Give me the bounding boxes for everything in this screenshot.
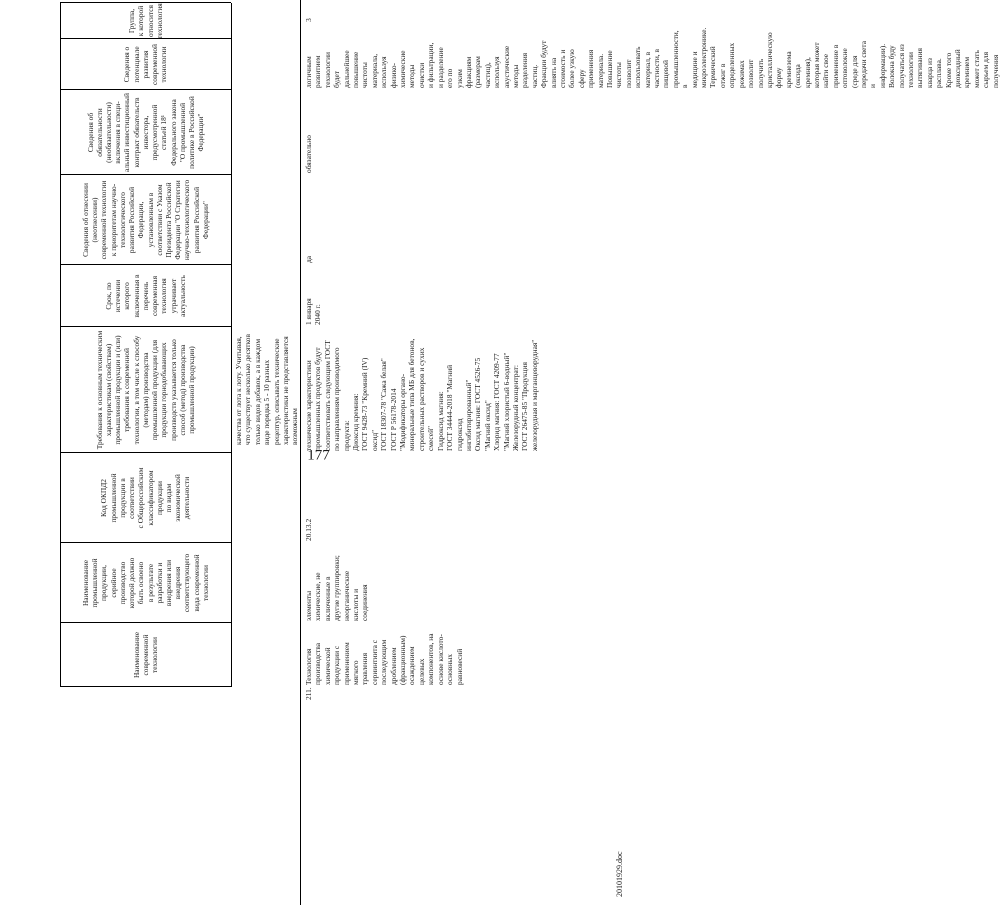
page-number: 177 bbox=[307, 447, 330, 464]
header-okpd-code: Код ОКПД2 промышленной продукции в соответствии с Общероссийским классификатором продукции по видам экономической деятельности bbox=[99, 467, 192, 529]
header-term: Срок, по истечении которого включенная в перечень современная технология утрачивает актуальность bbox=[104, 274, 187, 318]
header-bottom-border bbox=[231, 3, 232, 687]
cell-development-potential: логичным развитием технологии будет дальнейшее повышение чистоты материала, используя физико-химические методы очистки и фильтрации, и разделение его по узким фракциям (размерам частиц), используя акустические методы разделения частиц. Фракции будут влиять на стоимость и более узкую сферу применения материала. Повышение чистоты позволит использовать материал, в частности, в пищевой промышленности, в медицине и микроэлектронике. Термический отжиг в определенных режимах позволит получить кристаллическую форму кремнезема (оксида кремния), которая может найти свое применение в оптоволокне (среде для передачи света и информации). Волокна буду получаться из технологии вытягивания кварца из расплава. Кроме того диоксидный кремнием может стать сырьем для получения bbox=[304, 27, 1000, 88]
header-technology-name: Наименование современной технологии bbox=[131, 631, 160, 679]
cell-strategy-priority: да bbox=[304, 255, 313, 263]
header-mandatory-inclusion: Сведения об обязательности (необязательности) включения в специ- альный инвестиционный контракт обязательств инвестора, предусмотренной статьей 18¹ Федерального закона "О промышленной политике в Российской Федерации" bbox=[85, 93, 206, 172]
document-code: 20101929.doc bbox=[615, 851, 624, 897]
header-strategy-priority: Сведения об отнесении (неотнесении) современной технологии к приоритетам научно- технологического развития Российской Федерации, установленным в соответствии с Указом Президента Российской Федерации "О Стратегии научно-технологического развития Российской Федерации" bbox=[81, 179, 210, 261]
continued-requirements-text: качества от лота к лоту. Учитывая, что существует несколько десятков только видов добавок, а в каждом виде порядка 5 - 10 разных рецептур, описывать технические характеристики не представляется возможным bbox=[234, 334, 300, 445]
cell-technology-group: 3 bbox=[304, 18, 313, 22]
cell-mandatory-inclusion: обязательно bbox=[304, 135, 313, 173]
header-development-potential: Сведения о потенциале развития современной технологии bbox=[122, 44, 169, 85]
cell-requirements: технические характеристики промышленных продуктов будут соответствовать следующим ГОСТ по направлениям производимого продукта: Диоксид кремния: ГОСТ 9428-73 "Кремний (IV) оксид" ГОСТ 18307-78 "Сажа белая" ГОСТ Р 56178-2014 "Модификаторы органо- минеральные типа МБ для бетонов, строительных растворов и сухих смесей" Гидроксид магния: ГОСТ 34444-2018 "Магний гидроксид ингибитирированный" Оксид магния: ГОСТ 4526-75 "Магний оксид" Хлорид магния: ГОСТ 4209-77 "Магний хлористый 6-водный" Железорудный концентрат: ГОСТ 26475-85 "Продукция железорудная и марганцеворудная" bbox=[304, 338, 539, 451]
row-separator bbox=[300, 0, 301, 905]
header-requirements: Требования к основным техническим характеристикам (свойствам) промышленной продукции и (или) требования к современной технологии, в том числе к способу (методам) производства промышленной продукции (для продукции горнодобывающих производств указывается только способ (метод) производства промышленной продукции) bbox=[94, 330, 196, 450]
row-number: 211. bbox=[304, 687, 313, 700]
cell-term: 1 января 2040 г. bbox=[304, 298, 323, 325]
cell-okpd-code: 20.13.2 bbox=[304, 518, 313, 541]
cell-product-name: элементы химические, не включенные в другие группировки; неорганические кислоты и соединения bbox=[304, 555, 370, 621]
cell-technology-name: Технология производства химической продукции с применением мягкого травления сериинтиита с последующим дроблением (фракционным) осаждением целевых компонентов, на основе кислото- основных равновесий bbox=[304, 633, 464, 685]
header-technology-group: Группа, к которой относится технология bbox=[127, 3, 164, 39]
header-product-name: Наименование промышленной продукции, серийное производство которой должно быть освоено в результате разработки и внедрения или внедрения соответствующего вида современной технологии bbox=[81, 553, 210, 613]
